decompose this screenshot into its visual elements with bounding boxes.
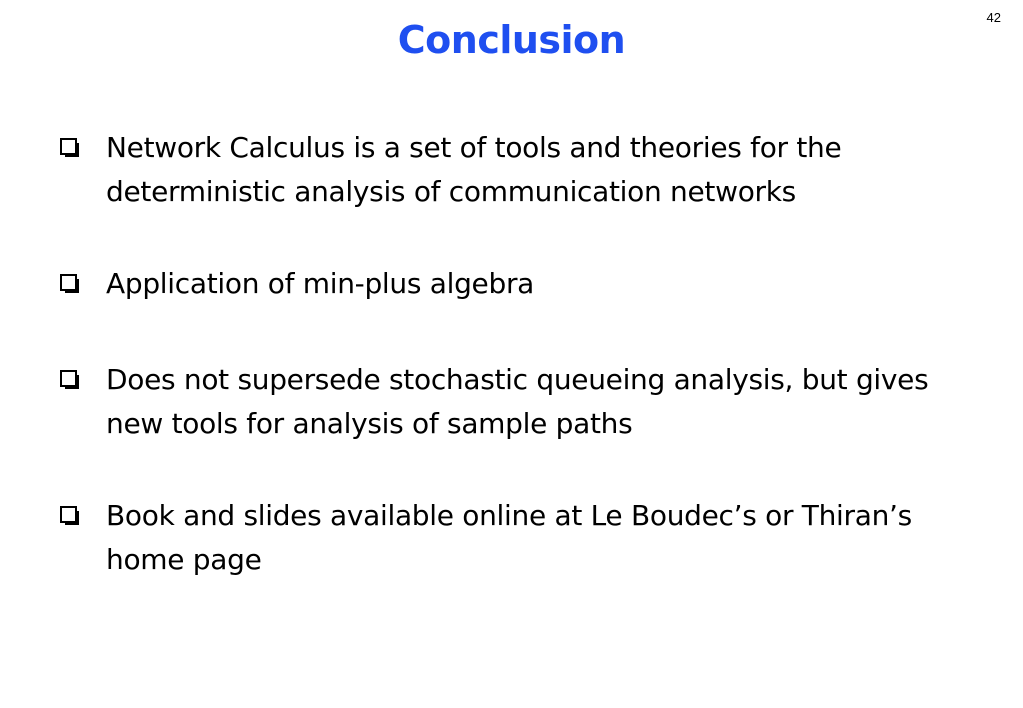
hollow-square-bullet-icon bbox=[60, 506, 80, 526]
bullet-item bbox=[60, 358, 960, 446]
slide-title: Conclusion bbox=[397, 18, 626, 62]
bullet-list bbox=[60, 126, 960, 630]
bullet-item bbox=[60, 494, 960, 582]
bullet-text: Network Calculus is a set of tools and theories for the deterministic analysis of communication networks bbox=[106, 131, 842, 208]
bullet-item bbox=[60, 126, 960, 214]
page-number: 42 bbox=[986, 10, 1001, 25]
bullet-text: Application of min-plus algebra bbox=[106, 267, 535, 300]
bullet-text: Does not supersede stochastic queueing analysis, but gives new tools for analysis of sample paths bbox=[106, 363, 929, 440]
hollow-square-bullet-icon bbox=[60, 138, 80, 158]
bullet-item bbox=[60, 262, 960, 306]
hollow-square-bullet-icon bbox=[60, 370, 80, 390]
bullet-text: Book and slides available online at Le Boudec’s or Thiran’s home page bbox=[106, 499, 912, 576]
hollow-square-bullet-icon bbox=[60, 274, 80, 294]
